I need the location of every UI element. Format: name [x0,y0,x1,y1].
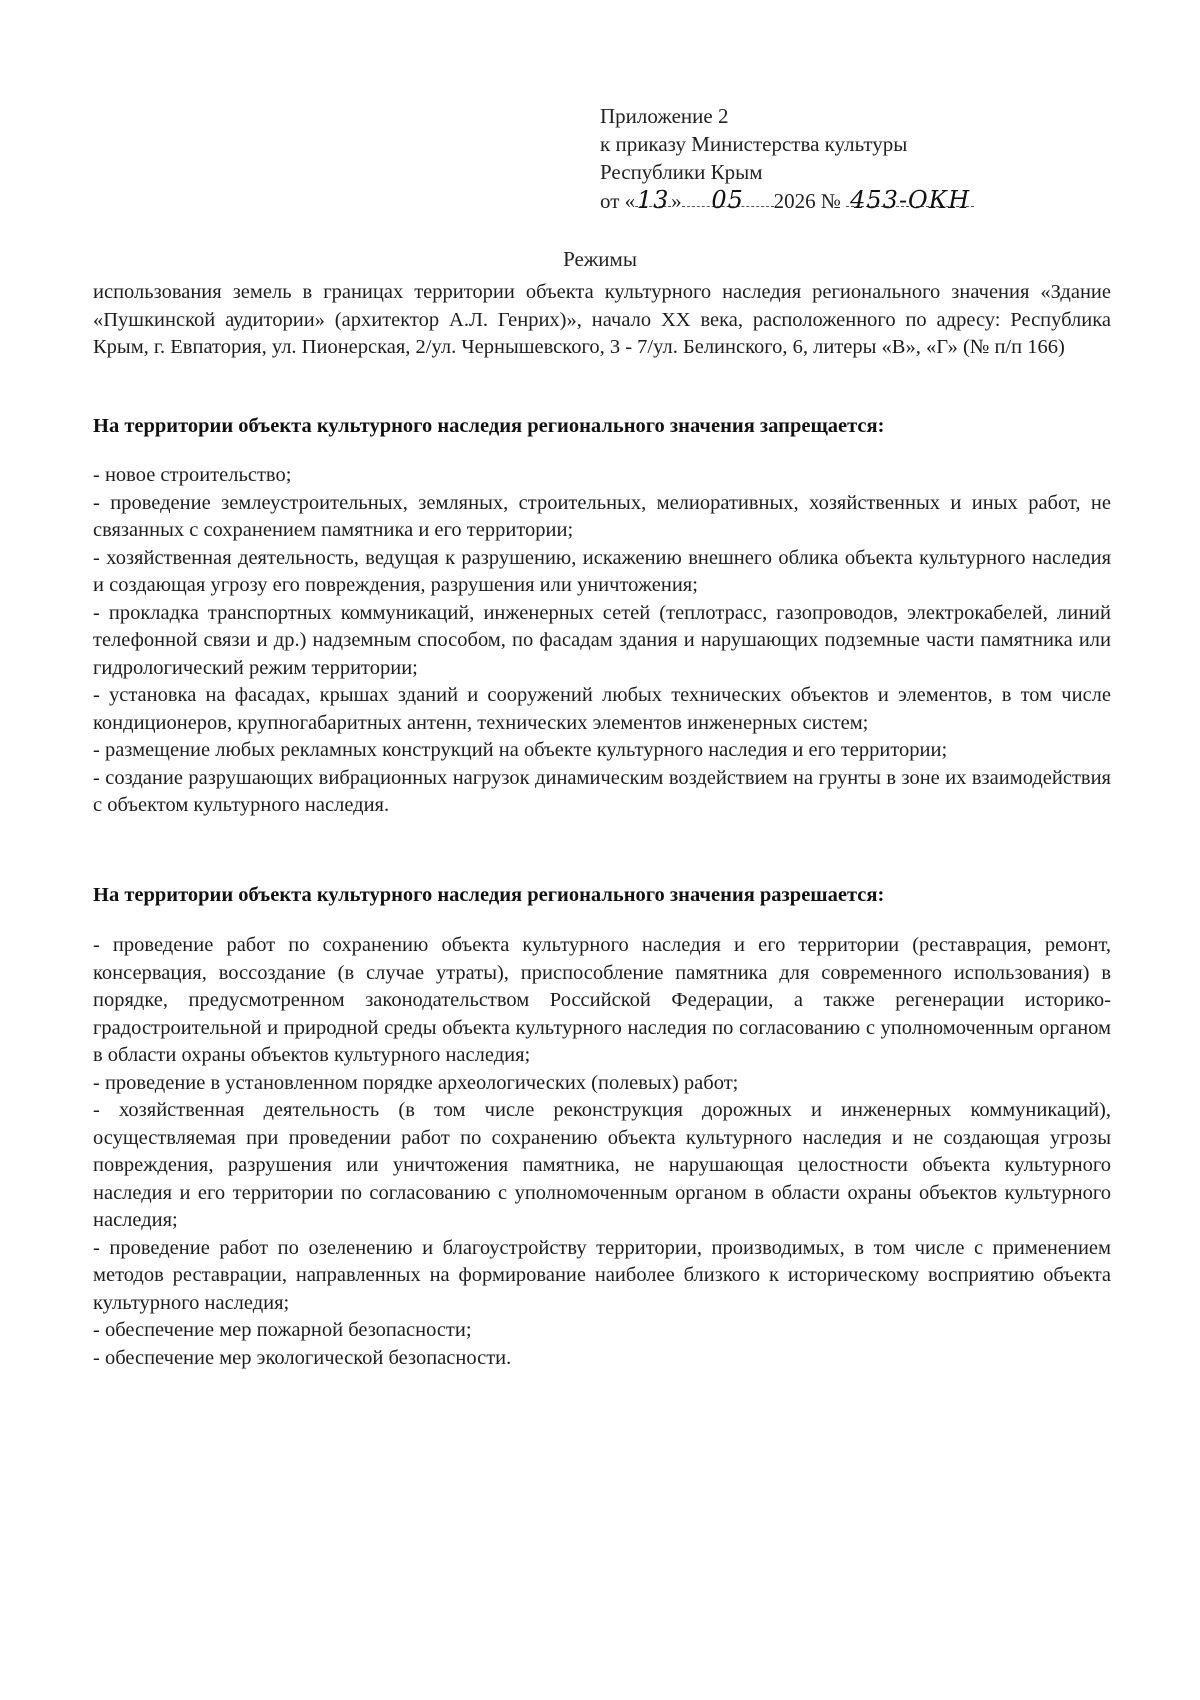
list-item: - проведение землеустроительных, земляных, строительных, мелиоративных, хозяйственных и иных работ, не связанных с сохранением памятника и его территории; [93,491,1111,541]
appendix-number: Приложение 2 [600,104,729,128]
appendix-order-ref: к приказу Министерства культуры [600,132,908,156]
date-mid: » [671,189,682,213]
appendix-header [600,102,1120,215]
list-item: - хозяйственная деятельность (в том числе реконструкция дорожных и инженерных коммуникаций), осуществляемая при проведении работ по сохранению объекта культурного наследия и не создающая угрозы повреждения, разрушения или уничтожения памятника, не нарушающая целостности объекта культурного наследия и его территории по согласованию с уполномоченным органом в области охраны объектов культурного наследия; [93,1099,1111,1231]
handwritten-month: 05 [682,186,774,207]
prohibited-list [93,462,1111,820]
list-item: - обеспечение мер пожарной безопасности; [93,1319,472,1341]
list-item: - создание разрушающих вибрационных нагрузок динамическим воздействием на грунты в зоне их взаимодействия с объектом культурного наследия. [93,766,1111,816]
handwritten-order-number: 453-ОКН [846,186,974,207]
list-item: - проведение работ по озеленению и благоустройству территории, производимых, в том числе с применением методов реставрации, направленных на формирование наиболее близкого к историческому восприятию объекта культурного наследия; [93,1236,1111,1314]
prohibited-heading: На территории объекта культурного наследия регионального значения запрещается: [93,415,885,437]
order-date-line [600,186,1120,215]
permitted-list [93,932,1111,1372]
list-item: - проведение в установленном порядке археологических (полевых) работ; [93,1071,739,1094]
list-item: - обеспечение мер экологической безопасности. [93,1346,512,1369]
order-year: 2026 № [773,189,841,213]
handwritten-day: 13 [636,186,670,214]
date-prefix: от « [600,189,636,213]
list-item: - размещение любых рекламных конструкций на объекте культурного наследия и его территории; [93,739,948,761]
list-item: - проведение работ по сохранению объекта культурного наследия и его территории (реставрация, ремонт, консервация, воссоздание (в случае утраты), приспособление памятника для современного использования) в порядке, предусмотренном законодательством Российской Федерации, а также регенерации историко-градостроительной и природной среды объекта культурного наследия по согласованию с уполномоченным органом в области охраны объектов культурного наследия; [93,934,1111,1066]
list-item: - прокладка транспортных коммуникаций, инженерных сетей (теплотрасс, газопроводов, электрокабелей, линий телефонной связи и др.) надземным способом, по фасадам здания и нарушающих подземные части памятника или гидрологический режим территории; [93,601,1111,679]
permitted-heading: На территории объекта культурного наследия регионального значения разрешается: [93,884,885,906]
list-item: - установка на фасадах, крышах зданий и сооружений любых технических объектов и элементов, в том числе кондиционеров, крупногабаритных антенн, технических элементов инженерных систем; [93,684,1111,734]
intro-paragraph: использования земель в границах территории объекта культурного наследия регионального значения «Здание «Пушкинской аудитории» (архитектор А.Л. Генрих)», начало XX века, расположенного по адресу: Республика Крым, г. Евпатория, ул. Пионерская, 2/ул. Чернышевского, 3 - 7/ул. Белинского, 6, литеры «В», «Г» (№ п/п 166) [93,281,1111,358]
list-item: - новое строительство; [93,464,292,486]
list-item: - хозяйственная деятельность, ведущая к разрушению, искажению внешнего облика объекта культурного наследия и создающая угрозу его повреждения, разрушения или уничтожения; [93,546,1111,596]
document-title: Режимы [563,247,637,271]
appendix-republic: Республики Крым [600,160,763,184]
